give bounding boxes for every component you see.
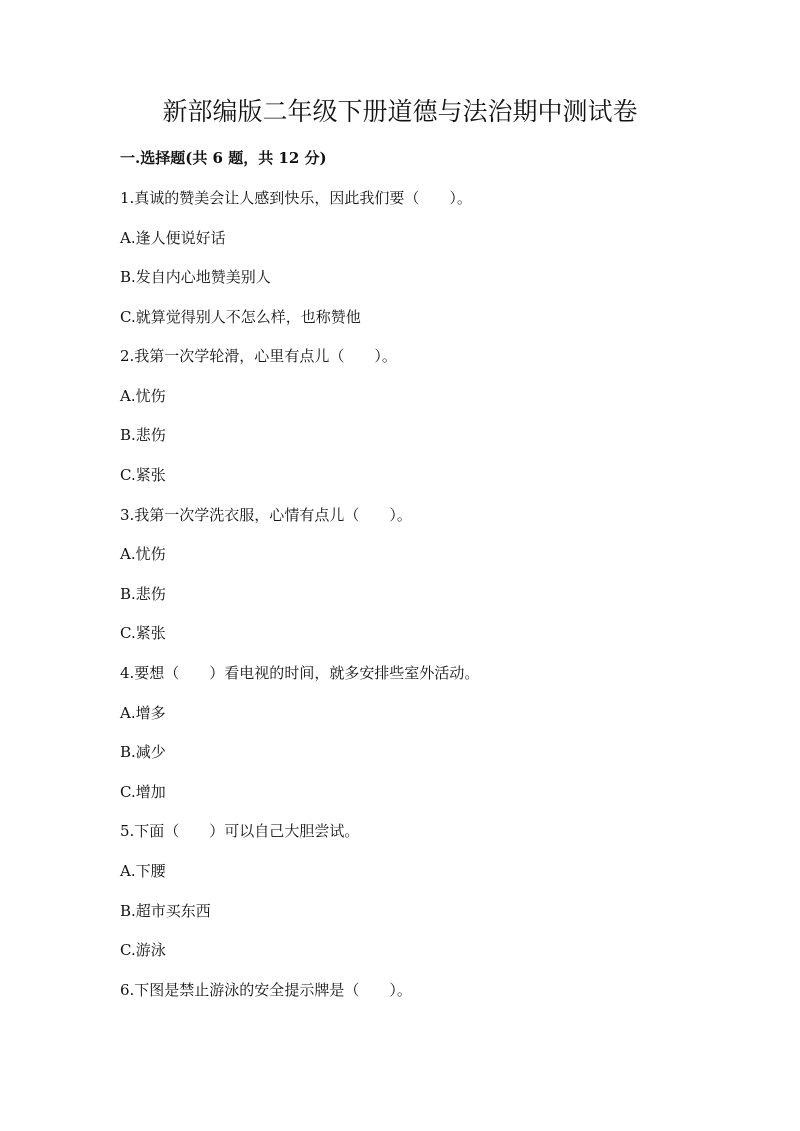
question-3-option-b: B.悲伤 xyxy=(120,585,166,603)
question-5-option-b: B.超市买东西 xyxy=(120,902,211,920)
question-4-stem: 4.要想（ ）看电视的时间，就多安排些室外活动。 xyxy=(120,664,480,682)
question-4-option-a: A.增多 xyxy=(120,704,166,722)
question-5-option-a: A.下腰 xyxy=(120,862,166,880)
question-4-option-c: C.增加 xyxy=(120,783,166,801)
page-title: 新部编版二年级下册道德与法治期中测试卷 xyxy=(162,97,638,126)
question-1-option-c: C.就算觉得别人不怎么样，也称赞他 xyxy=(120,308,361,326)
question-2-option-b: B.悲伤 xyxy=(120,426,166,444)
question-2-option-c: C.紧张 xyxy=(120,466,166,484)
question-5-stem: 5.下面（ ）可以自己大胆尝试。 xyxy=(120,822,360,840)
question-3-option-c: C.紧张 xyxy=(120,624,166,642)
question-1-option-b: B.发自内心地赞美别人 xyxy=(120,268,271,286)
question-1-stem: 1.真诚的赞美会让人感到快乐，因此我们要（ ）。 xyxy=(120,189,472,207)
question-5-option-c: C.游泳 xyxy=(120,941,166,959)
question-6-stem: 6.下图是禁止游泳的安全提示牌是（ ）。 xyxy=(120,981,412,999)
question-2-stem: 2.我第一次学轮滑，心里有点儿（ ）。 xyxy=(120,347,397,365)
question-4-option-b: B.减少 xyxy=(120,743,166,761)
question-1-option-a: A.逢人便说好话 xyxy=(120,229,226,247)
question-2-option-a: A.忧伤 xyxy=(120,387,166,405)
question-3-option-a: A.忧伤 xyxy=(120,545,166,563)
question-3-stem: 3.我第一次学洗衣服，心情有点儿（ ）。 xyxy=(120,506,412,524)
section-heading: 一.选择题(共 6 题，共 12 分) xyxy=(120,149,327,167)
